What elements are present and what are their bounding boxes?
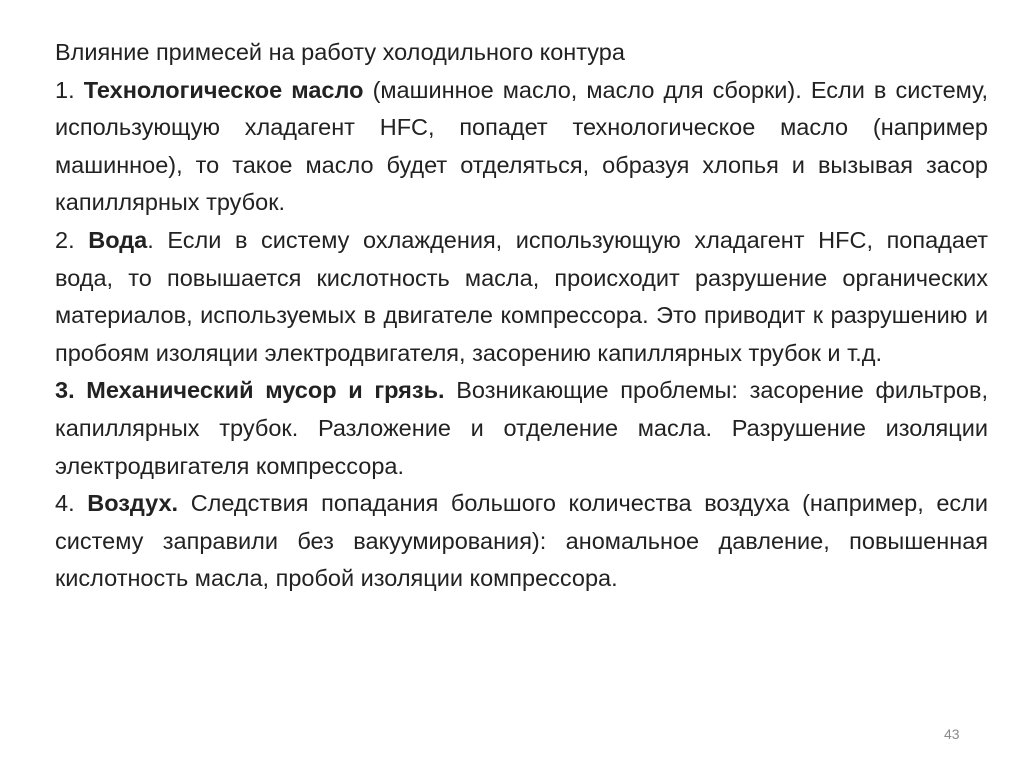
item-number: 1. [55,76,75,103]
item-heading: Воздух. [87,490,179,517]
item-text: (машинное масло, масло для сборки). Если в систему, использующую хладагент HFC, попадет технологическое масло (например машинное), то такое масло будет отделяться, образуя хлопья и вызывая засор капиллярных трубок. [55,76,989,216]
slide-content [55,34,988,598]
item-number: 4. [55,490,75,517]
item-heading: Вода [88,226,148,253]
page-number: 43 [944,726,960,742]
item-heading: Технологическое масло [83,76,364,103]
item-heading: Механический мусор и грязь. [86,377,445,404]
item-number: 2. [55,226,75,253]
item-text: . Если в систему охлаждения, использующую хладагент HFC, попадает вода, то повышается кислотность масла, происходит разрушение органических материалов, используемых в двигателе компрессора. Это приводит к разрушению и пробоям изоляции электродвигателя, засорению капиллярных трубок и т.д. [55,226,988,366]
item-water [55,222,988,372]
item-air [55,485,988,598]
item-text: Возникающие проблемы: засорение фильтров, капиллярных трубок. Разложение и отделение масла. Разрушение изоляции электродвигателя компрессора. [55,377,989,479]
item-oil [55,72,988,222]
item-debris [55,372,988,485]
slide-title: Влияние примесей на работу холодильного контура [55,39,625,65]
item-text: Следствия попадания большого количества воздуха (например, если систему заправили без вакуумирования): аномальное давление, повышенная кислотность масла, пробой изоляции компрессора. [55,490,988,592]
item-number: 3. [55,377,75,404]
